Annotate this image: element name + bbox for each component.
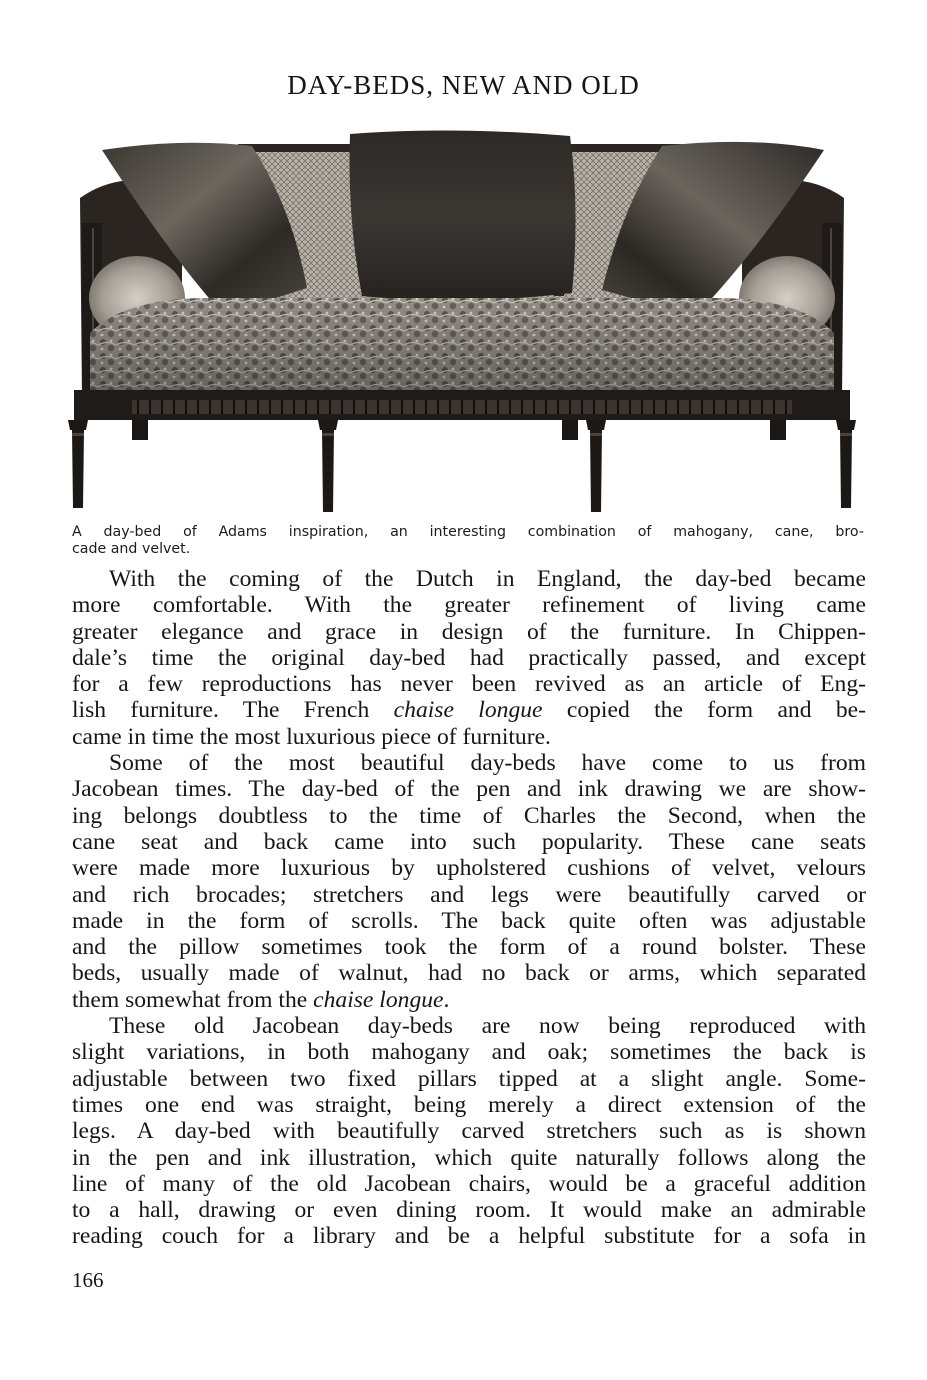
body-line: more comfortable. With the greater refinement of living came (72, 592, 866, 619)
body-line: came in time the most luxurious piece of furniture. (72, 723, 551, 750)
body-line: were made more luxurious by upholstered cushions of velvet, velours (72, 855, 866, 882)
center-velvet-pillow (350, 130, 576, 300)
body-text (72, 566, 866, 1250)
body-line: and the pillow sometimes took the form of a round bolster. These (72, 934, 866, 961)
body-line: Some of the most beautiful day-beds have come to us from (109, 750, 866, 777)
body-line: times one end was straight, being merely a direct extension of the (72, 1091, 866, 1118)
caption-line: A day-bed of Adams inspiration, an interesting combination of mahogany, cane, bro- (72, 524, 864, 540)
italic-term: chaise longue (313, 986, 444, 1013)
body-line: These old Jacobean day-beds are now being reproduced with (109, 1013, 866, 1040)
body-line: cane seat and back came into such popularity. These cane seats (72, 828, 866, 855)
body-line: lish furniture. The French chaise longue copied the form and be- (72, 697, 866, 724)
running-head: DAY-BEDS, NEW AND OLD (287, 70, 640, 100)
rear-leg (132, 420, 148, 440)
body-line: dale’s time the original day-bed had practically passed, and except (72, 644, 866, 671)
body-line: for a few reproductions has never been revived as an article of Eng- (72, 671, 866, 698)
body-line: beds, usually made of walnut, had no back or arms, which separated (72, 960, 866, 987)
body-line: With the coming of the Dutch in England, the day-bed became (109, 566, 866, 592)
caption-line: cade and velvet. (72, 541, 191, 557)
day-bed-photograph (62, 128, 862, 520)
body-line: them somewhat from the chaise longue. (72, 986, 450, 1013)
body-line: reading couch for a library and be a helpful substitute for a sofa in (72, 1223, 866, 1250)
body-line: in the pen and ink illustration, which quite naturally follows along the (72, 1144, 866, 1171)
figure-caption (72, 524, 864, 558)
body-line: ing belongs doubtless to the time of Charles the Second, when the (72, 802, 866, 829)
body-line: slight variations, in both mahogany and oak; sometimes the back is (72, 1039, 866, 1066)
page-number: 166 (72, 1268, 104, 1292)
body-line: Jacobean times. The day-bed of the pen and ink drawing we are show- (72, 776, 866, 803)
rear-leg (562, 420, 578, 440)
body-line: to a hall, drawing or even dining room. It would make an admirable (72, 1197, 866, 1224)
body-line: made in the form of scrolls. The back quite often was adjustable (72, 907, 866, 934)
body-line: line of many of the old Jacobean chairs, would be a graceful addition (72, 1170, 866, 1197)
fluted-apron (132, 400, 792, 414)
front-legs (68, 420, 856, 512)
body-line: greater elegance and grace in design of the furniture. In Chippen- (72, 618, 866, 645)
body-line: adjustable between two fixed pillars tipped at a slight angle. Some- (72, 1065, 866, 1092)
body-line: and rich brocades; stretchers and legs were beautifully carved or (72, 881, 866, 908)
italic-term: chaise longue (393, 697, 543, 724)
rear-leg (770, 420, 786, 440)
body-line: legs. A day-bed with beautifully carved stretchers such as is shown (72, 1118, 866, 1145)
